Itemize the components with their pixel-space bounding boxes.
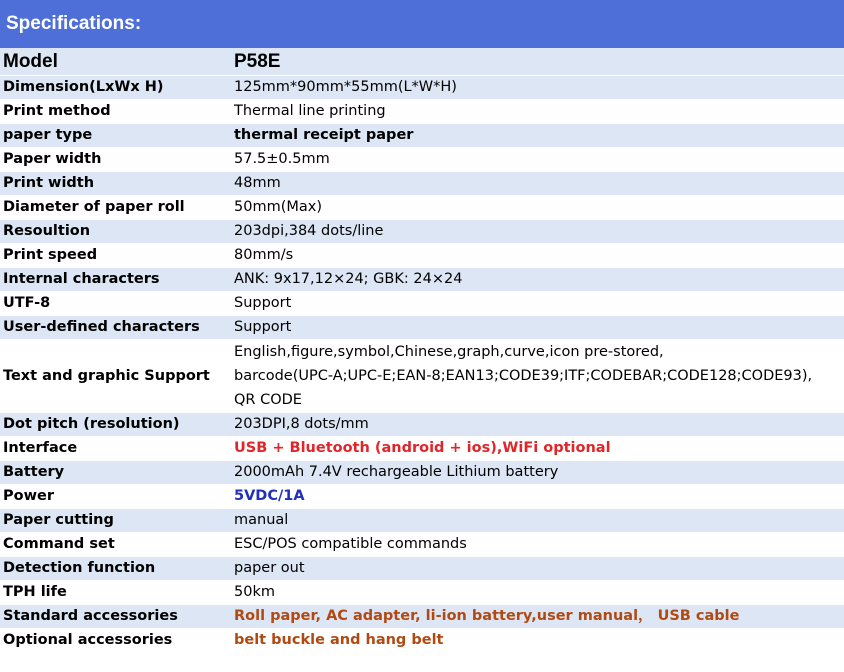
spec-label: Detection function bbox=[0, 557, 230, 581]
spec-label: Diameter of paper roll bbox=[0, 196, 230, 220]
spec-label: Battery bbox=[0, 461, 230, 485]
spec-value bbox=[230, 605, 844, 629]
spec-value-text: ANK: 9x17,12×24; GBK: 24×24 bbox=[234, 271, 463, 287]
spec-value bbox=[230, 76, 844, 100]
spec-value-text: ESC/POS compatible commands bbox=[234, 536, 467, 552]
spec-row-diameter-of-paper-roll bbox=[0, 196, 844, 220]
header-title: Specifications: bbox=[6, 13, 142, 34]
spec-value bbox=[230, 533, 844, 557]
spec-row-print-speed bbox=[0, 244, 844, 268]
spec-value-text: 80mm/s bbox=[234, 247, 294, 263]
spec-label: Print width bbox=[0, 172, 230, 196]
spec-label: Paper cutting bbox=[0, 509, 230, 533]
spec-row-paper-width bbox=[0, 148, 844, 172]
spec-value-line: English,figure,symbol,Chinese,graph,curve,icon pre-stored, bbox=[234, 344, 664, 360]
spec-label: Dot pitch (resolution) bbox=[0, 413, 230, 437]
spec-value-text: USB + Bluetooth (android + ios),WiFi optional bbox=[234, 440, 611, 456]
spec-row-text-and-graphic-support bbox=[0, 340, 844, 413]
spec-value bbox=[230, 244, 844, 268]
specifications-header bbox=[0, 0, 844, 48]
spec-row-dimension-lxwx-h bbox=[0, 76, 844, 100]
spec-row-battery bbox=[0, 461, 844, 485]
model-value: P58E bbox=[230, 48, 844, 76]
spec-value-text: thermal receipt paper bbox=[234, 127, 414, 143]
spec-value-text: paper out bbox=[234, 560, 305, 576]
spec-row-print-method bbox=[0, 100, 844, 124]
spec-row-paper-cutting bbox=[0, 509, 844, 533]
spec-row-print-width bbox=[0, 172, 844, 196]
spec-value bbox=[230, 124, 844, 148]
model-row bbox=[0, 48, 844, 76]
spec-value-text: 57.5±0.5mm bbox=[234, 151, 330, 167]
spec-value bbox=[230, 292, 844, 316]
spec-label: TPH life bbox=[0, 581, 230, 605]
spec-label: Optional accessories bbox=[0, 629, 230, 653]
spec-value-text: 48mm bbox=[234, 175, 281, 191]
spec-value bbox=[230, 220, 844, 244]
spec-value-text: Support bbox=[234, 295, 292, 311]
spec-label: Print speed bbox=[0, 244, 230, 268]
spec-value-text: 5VDC/1A bbox=[234, 488, 305, 504]
spec-value-text: Thermal line printing bbox=[234, 103, 386, 119]
spec-value-text: Support bbox=[234, 319, 292, 335]
spec-value bbox=[230, 485, 844, 509]
spec-row-internal-characters bbox=[0, 268, 844, 292]
spec-row-utf-8 bbox=[0, 292, 844, 316]
spec-value-text: 50km bbox=[234, 584, 275, 600]
spec-row-optional-accessories bbox=[0, 629, 844, 653]
spec-value bbox=[230, 581, 844, 605]
spec-value bbox=[230, 340, 844, 413]
spec-value bbox=[230, 509, 844, 533]
spec-value bbox=[230, 557, 844, 581]
spec-label: Text and graphic Support bbox=[0, 340, 230, 413]
spec-label: Power bbox=[0, 485, 230, 509]
model-label: Model bbox=[0, 48, 230, 76]
spec-value bbox=[230, 437, 844, 461]
spec-value bbox=[230, 148, 844, 172]
spec-label: Standard accessories bbox=[0, 605, 230, 629]
spec-label: Command set bbox=[0, 533, 230, 557]
spec-value bbox=[230, 196, 844, 220]
spec-row-paper-type bbox=[0, 124, 844, 148]
spec-value bbox=[230, 629, 844, 653]
spec-value-text: 203dpi,384 dots/line bbox=[234, 223, 384, 239]
spec-label: Internal characters bbox=[0, 268, 230, 292]
spec-value-text: manual bbox=[234, 512, 289, 528]
spec-value bbox=[230, 172, 844, 196]
spec-row-resoultion bbox=[0, 220, 844, 244]
spec-value bbox=[230, 461, 844, 485]
spec-value-line: barcode(UPC-A;UPC-E;EAN-8;EAN13;CODE39;ITF;CODEBAR;CODE128;CODE93), bbox=[234, 368, 813, 384]
spec-table bbox=[0, 48, 844, 653]
spec-value bbox=[230, 316, 844, 340]
spec-value-text: 125mm*90mm*55mm(L*W*H) bbox=[234, 79, 457, 95]
spec-row-standard-accessories bbox=[0, 605, 844, 629]
spec-value-text: 50mm(Max) bbox=[234, 199, 322, 215]
spec-value-text: 2000mAh 7.4V rechargeable Lithium battery bbox=[234, 464, 559, 480]
spec-value bbox=[230, 100, 844, 124]
spec-value bbox=[230, 413, 844, 437]
spec-label: User-defined characters bbox=[0, 316, 230, 340]
spec-row-interface bbox=[0, 437, 844, 461]
spec-row-detection-function bbox=[0, 557, 844, 581]
spec-label: UTF-8 bbox=[0, 292, 230, 316]
spec-value-text: Roll paper, AC adapter, li-ion battery,user manual， USB cable bbox=[234, 608, 740, 624]
spec-row-dot-pitch-resolution bbox=[0, 413, 844, 437]
spec-label: Interface bbox=[0, 437, 230, 461]
spec-label: Paper width bbox=[0, 148, 230, 172]
spec-row-power bbox=[0, 485, 844, 509]
spec-row-command-set bbox=[0, 533, 844, 557]
spec-row-tph-life bbox=[0, 581, 844, 605]
spec-value-line: QR CODE bbox=[234, 392, 302, 408]
spec-value-text: belt buckle and hang belt bbox=[234, 632, 444, 648]
spec-label: Dimension(LxWx H) bbox=[0, 76, 230, 100]
spec-label: Resoultion bbox=[0, 220, 230, 244]
spec-row-user-defined-characters bbox=[0, 316, 844, 340]
spec-value-text: 203DPI,8 dots/mm bbox=[234, 416, 369, 432]
spec-value bbox=[230, 268, 844, 292]
spec-label: paper type bbox=[0, 124, 230, 148]
spec-label: Print method bbox=[0, 100, 230, 124]
